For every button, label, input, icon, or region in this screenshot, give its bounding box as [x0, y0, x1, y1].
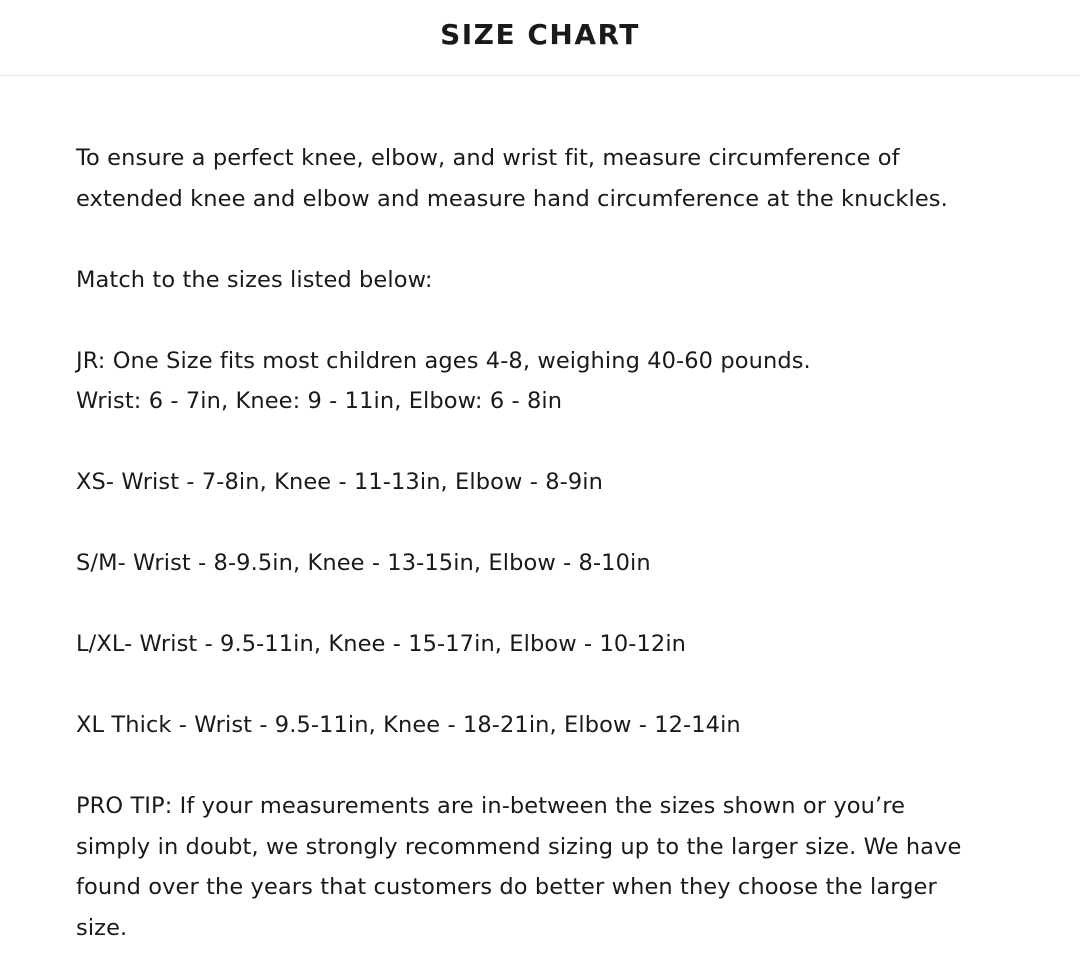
size-xl-thick-text: XL Thick - Wrist - 9.5-11in, Knee - 18-21in, Elbow - 12-14in: [76, 712, 741, 738]
size-xs-text: XS- Wrist - 7-8in, Knee - 11-13in, Elbow - 8-9in: [76, 469, 603, 495]
size-chart-header: [0, 0, 1080, 76]
pro-tip-line: found over the years that customers do better when they choose the larger: [76, 874, 937, 900]
match-text: Match to the sizes listed below:: [76, 266, 433, 293]
pro-tip-line: PRO TIP: If your measurements are in-between the sizes shown or you’re: [76, 793, 906, 819]
intro-line: extended knee and elbow and measure hand circumference at the knuckles.: [76, 185, 948, 212]
size-sm-text: S/M- Wrist - 8-9.5in, Knee - 13-15in, Elbow - 8-10in: [76, 550, 651, 576]
size-chart-content: [0, 76, 1080, 948]
pro-tip-paragraph: [76, 786, 1004, 948]
intro-line: To ensure a perfect knee, elbow, and wrist fit, measure circumference of: [76, 145, 900, 171]
intro-paragraph: [76, 138, 1004, 219]
pro-tip-line: size.: [76, 914, 128, 941]
size-jr: [76, 341, 1004, 422]
pro-tip-line: simply in doubt, we strongly recommend sizing up to the larger size. We have: [76, 833, 962, 860]
size-lxl: [76, 624, 1004, 665]
size-xs: [76, 462, 1004, 503]
page-title: SIZE CHART: [440, 18, 640, 51]
size-sm: [76, 543, 1004, 584]
match-instruction: [76, 260, 1004, 301]
size-lxl-text: L/XL- Wrist - 9.5-11in, Knee - 15-17in, Elbow - 10-12in: [76, 631, 687, 657]
size-xl-thick: [76, 705, 1004, 746]
size-jr-measurements: Wrist: 6 - 7in, Knee: 9 - 11in, Elbow: 6 - 8in: [76, 388, 563, 414]
size-jr-description: JR: One Size fits most children ages 4-8, weighing 40-60 pounds.: [76, 347, 811, 374]
